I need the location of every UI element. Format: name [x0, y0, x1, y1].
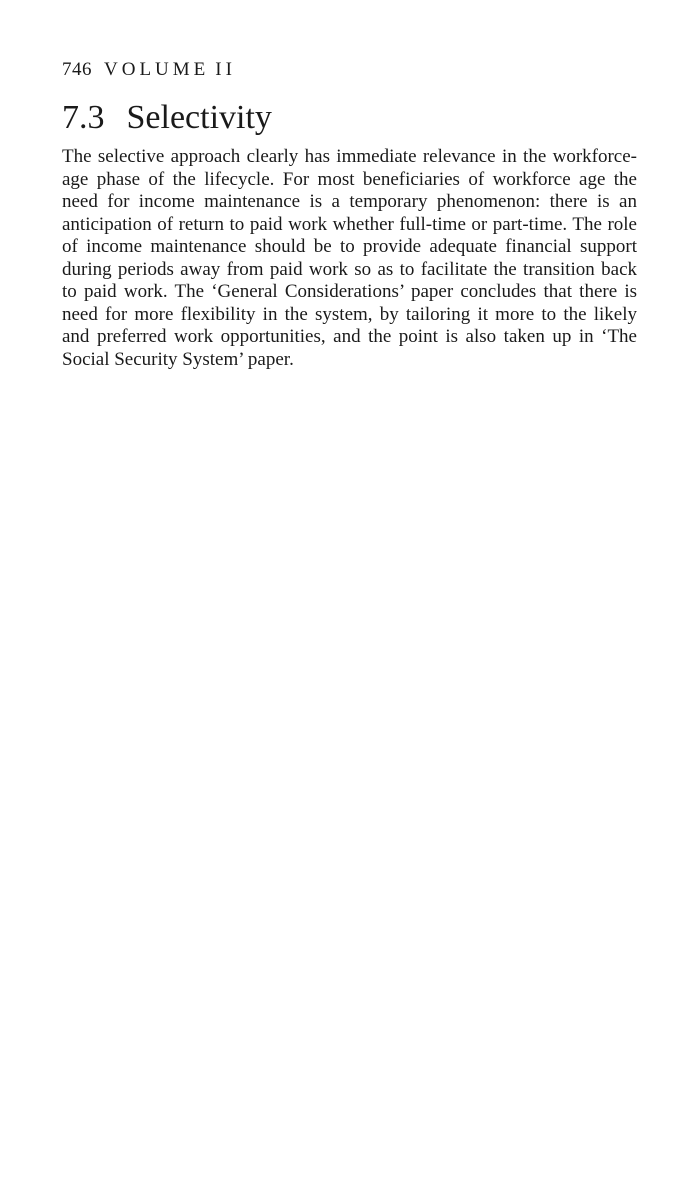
- volume-label: VOLUME: [104, 59, 210, 80]
- page-number: 746: [62, 59, 92, 80]
- section-title: Selectivity: [126, 99, 272, 136]
- running-head: [62, 58, 236, 82]
- body-paragraph: The selective approach clearly has immediate relevance in the workforce-age phase of the lifecycle. For most beneficiaries of workforce age the need for income maintenance is a temporary phenomenon: there is an anticipation of return to paid work whether full-time or part-time. The role of income maintenance should be to provide adequate financial support during periods away from paid work so as to facilitate the transition back to paid work. The ‘General Considerations’ paper concludes that there is need for more flexibility in the system, by tailoring it more to the likely and preferred work opportunities, and the point is also taken up in ‘The Social Security System’ paper.: [62, 146, 637, 370]
- section-heading: [62, 96, 272, 140]
- volume-number: II: [215, 59, 236, 80]
- section-number: 7.3: [62, 99, 105, 136]
